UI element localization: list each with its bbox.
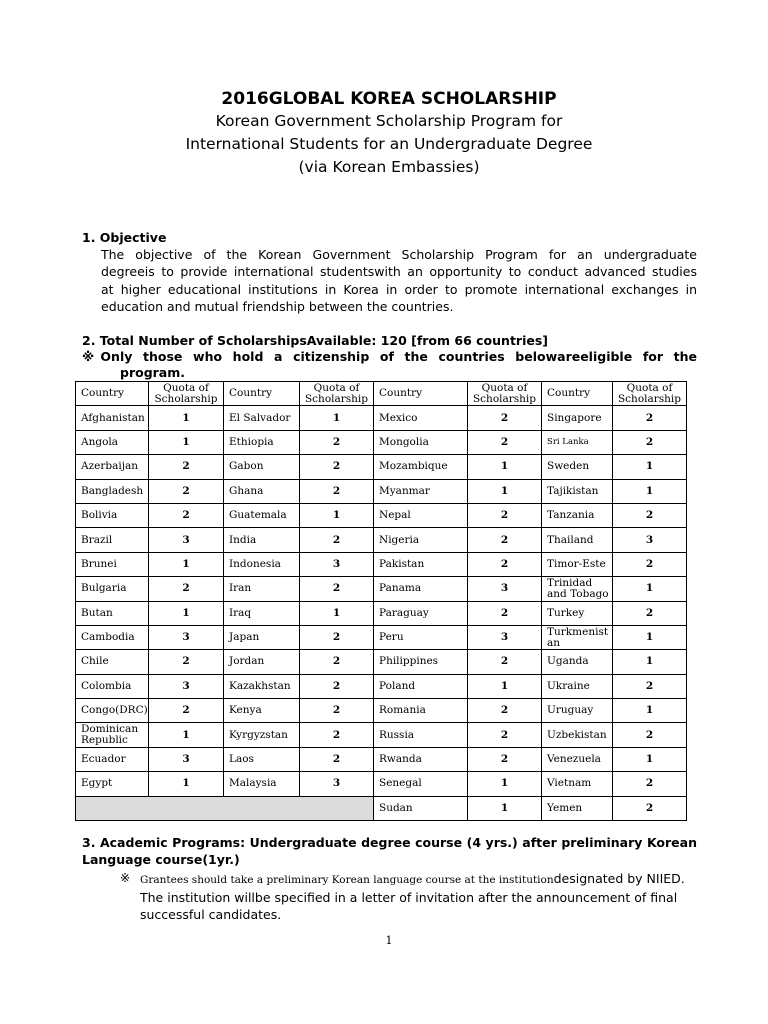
section-1-heading: 1. Objective	[82, 230, 167, 245]
country-cell: El Salvador	[224, 406, 300, 430]
quota-cell: 2	[300, 625, 374, 649]
table-row	[76, 650, 687, 674]
country-cell: Thailand	[542, 528, 613, 552]
quota-cell: 2	[149, 455, 224, 479]
header-quota: Quota of Scholarship	[300, 382, 374, 406]
eligibility-note-cont: program.	[120, 365, 186, 380]
quota-cell: 2	[468, 406, 542, 430]
quota-cell: 1	[613, 625, 687, 649]
table-row	[76, 577, 687, 601]
country-cell: Timor-Este	[542, 552, 613, 576]
header-country: Country	[76, 382, 149, 406]
country-cell: Ukraine	[542, 674, 613, 698]
quota-cell: 2	[300, 650, 374, 674]
country-cell: Russia	[374, 723, 468, 747]
country-cell: Sri Lanka	[542, 430, 613, 454]
country-cell: Romania	[374, 699, 468, 723]
quota-cell: 1	[149, 772, 224, 796]
country-cell: Vietnam	[542, 772, 613, 796]
table-row	[76, 455, 687, 479]
country-cell: Philippines	[374, 650, 468, 674]
country-cell: Jordan	[224, 650, 300, 674]
quota-cell: 2	[613, 406, 687, 430]
country-cell: Colombia	[76, 674, 149, 698]
quota-cell: 2	[300, 747, 374, 771]
country-cell: Ghana	[224, 479, 300, 503]
empty-shaded-cell	[76, 796, 374, 820]
bullet-part-1: Grantees should take a preliminary Korean language course at the institution	[140, 874, 554, 886]
header-quota: Quota of Scholarship	[468, 382, 542, 406]
country-cell: Kazakhstan	[224, 674, 300, 698]
country-cell: Angola	[76, 430, 149, 454]
quota-cell: 1	[613, 699, 687, 723]
country-cell: Ecuador	[76, 747, 149, 771]
quota-cell: 1	[613, 577, 687, 601]
quota-cell: 2	[468, 699, 542, 723]
quota-cell: 2	[468, 723, 542, 747]
quota-cell: 3	[468, 625, 542, 649]
subtitle-line-1: Korean Government Scholarship Program for	[215, 112, 563, 130]
country-cell: Egypt	[76, 772, 149, 796]
country-cell: Nigeria	[374, 528, 468, 552]
country-cell: Malaysia	[224, 772, 300, 796]
quota-cell: 1	[613, 455, 687, 479]
objective-line-4: education and mutual friendship between the countries.	[101, 298, 454, 314]
quota-cell: 2	[468, 503, 542, 527]
table-row	[76, 479, 687, 503]
quota-cell: 1	[149, 601, 224, 625]
quota-cell: 2	[300, 699, 374, 723]
country-cell: Uganda	[542, 650, 613, 674]
subtitle-line-2: International Students for an Undergraduate Degree	[185, 135, 593, 153]
country-cell: Venezuela	[542, 747, 613, 771]
section-2-heading: 2. Total Number of ScholarshipsAvailable: 120 [from 66 countries]	[82, 333, 548, 348]
quota-cell: 1	[149, 430, 224, 454]
quota-cell: 1	[300, 503, 374, 527]
quota-cell: 3	[613, 528, 687, 552]
table-row	[76, 772, 687, 796]
country-cell: Singapore	[542, 406, 613, 430]
quota-cell: 2	[468, 552, 542, 576]
quota-cell: 2	[613, 723, 687, 747]
scholarship-quota-table	[75, 381, 687, 821]
quota-cell: 2	[149, 503, 224, 527]
quota-cell: 2	[613, 430, 687, 454]
table-row	[76, 723, 687, 747]
quota-cell: 3	[149, 747, 224, 771]
objective-line-2: degreeis to provide international studentswith an opportunity to conduct advanced studies	[101, 264, 697, 280]
table-row	[76, 796, 687, 820]
country-cell: Iran	[224, 577, 300, 601]
quota-cell: 2	[300, 723, 374, 747]
quota-cell: 1	[149, 406, 224, 430]
country-cell: Laos	[224, 747, 300, 771]
reference-mark-icon: ※	[120, 871, 131, 885]
subtitle-line-3: (via Korean Embassies)	[298, 158, 480, 176]
quota-cell: 1	[613, 747, 687, 771]
quota-cell: 1	[468, 772, 542, 796]
country-cell: Panama	[374, 577, 468, 601]
quota-cell: 2	[300, 674, 374, 698]
country-cell: Myanmar	[374, 479, 468, 503]
table-body	[76, 406, 687, 821]
country-cell: Nepal	[374, 503, 468, 527]
eligibility-note: ※Only those who hold a citizenship of the countries belowareeligible for the	[82, 349, 697, 364]
page-number: 1	[385, 934, 393, 947]
quota-cell: 2	[613, 674, 687, 698]
country-cell: Dominican Republic	[76, 723, 149, 747]
objective-line-1: The objective of the Korean Government Scholarship Program for an undergraduate	[101, 247, 697, 262]
country-cell: Trinidad and Tobago	[542, 577, 613, 601]
country-cell: Rwanda	[374, 747, 468, 771]
country-cell: Congo(DRC)	[76, 699, 149, 723]
quota-cell: 3	[300, 772, 374, 796]
quota-cell: 2	[149, 650, 224, 674]
table-row	[76, 406, 687, 430]
quota-cell: 2	[468, 747, 542, 771]
header-quota: Quota of Scholarship	[149, 382, 224, 406]
country-cell: Peru	[374, 625, 468, 649]
table-row	[76, 503, 687, 527]
country-cell: Bangladesh	[76, 479, 149, 503]
country-cell: Uruguay	[542, 699, 613, 723]
quota-cell: 1	[468, 674, 542, 698]
table-row	[76, 625, 687, 649]
country-cell: Gabon	[224, 455, 300, 479]
table-row	[76, 699, 687, 723]
quota-cell: 1	[613, 650, 687, 674]
header-country: Country	[224, 382, 300, 406]
quota-cell: 2	[149, 479, 224, 503]
header-quota: Quota of Scholarship	[613, 382, 687, 406]
quota-cell: 2	[613, 552, 687, 576]
quota-cell: 3	[149, 625, 224, 649]
table-row	[76, 747, 687, 771]
table-header-row	[76, 382, 687, 406]
country-cell: Azerbaijan	[76, 455, 149, 479]
quota-cell: 2	[613, 796, 687, 820]
quota-cell: 1	[300, 406, 374, 430]
country-cell: Iraq	[224, 601, 300, 625]
quota-cell: 2	[300, 430, 374, 454]
table-row	[76, 528, 687, 552]
quota-cell: 1	[149, 552, 224, 576]
quota-cell: 2	[300, 455, 374, 479]
quota-cell: 2	[468, 430, 542, 454]
country-cell: Japan	[224, 625, 300, 649]
header-country: Country	[374, 382, 468, 406]
country-cell: Turkey	[542, 601, 613, 625]
country-cell: Kenya	[224, 699, 300, 723]
country-cell: Pakistan	[374, 552, 468, 576]
section-3-bullet	[140, 870, 700, 923]
quota-cell: 2	[468, 601, 542, 625]
country-cell: Ethiopia	[224, 430, 300, 454]
table-row	[76, 601, 687, 625]
quota-cell: 1	[468, 455, 542, 479]
quota-cell: 2	[468, 650, 542, 674]
quota-cell: 1	[468, 479, 542, 503]
quota-cell: 2	[613, 503, 687, 527]
quota-cell: 1	[149, 723, 224, 747]
country-cell: Brunei	[76, 552, 149, 576]
country-cell: Chile	[76, 650, 149, 674]
table-row	[76, 552, 687, 576]
country-cell: Mexico	[374, 406, 468, 430]
quota-cell: 3	[468, 577, 542, 601]
country-cell: Turkmenist an	[542, 625, 613, 649]
country-cell: Poland	[374, 674, 468, 698]
quota-cell: 2	[613, 772, 687, 796]
quota-cell: 3	[149, 674, 224, 698]
quota-cell: 2	[149, 699, 224, 723]
country-cell: Sudan	[374, 796, 468, 820]
quota-cell: 2	[613, 601, 687, 625]
country-cell: Indonesia	[224, 552, 300, 576]
quota-cell: 1	[300, 601, 374, 625]
table-row	[76, 430, 687, 454]
country-cell: Senegal	[374, 772, 468, 796]
quota-cell: 2	[468, 528, 542, 552]
quota-cell: 3	[149, 528, 224, 552]
country-cell: Mongolia	[374, 430, 468, 454]
header-country: Country	[542, 382, 613, 406]
country-cell: Butan	[76, 601, 149, 625]
document-title: 2016GLOBAL KOREA SCHOLARSHIP	[221, 89, 557, 109]
quota-cell: 2	[149, 577, 224, 601]
bullet-part-2: designated by NIIED. The institution willbe specified in a letter of invitation after the announcement of final successful candidates.	[140, 871, 685, 922]
country-cell: Sweden	[542, 455, 613, 479]
quota-cell: 2	[300, 528, 374, 552]
country-cell: Tajikistan	[542, 479, 613, 503]
quota-cell: 2	[300, 479, 374, 503]
country-cell: Mozambique	[374, 455, 468, 479]
section-1-paragraph	[101, 246, 697, 315]
country-cell: Yemen	[542, 796, 613, 820]
quota-cell: 1	[468, 796, 542, 820]
quota-cell: 3	[300, 552, 374, 576]
country-cell: Bulgaria	[76, 577, 149, 601]
country-cell: Uzbekistan	[542, 723, 613, 747]
table-row	[76, 674, 687, 698]
country-cell: India	[224, 528, 300, 552]
country-cell: Tanzania	[542, 503, 613, 527]
country-cell: Kyrgyzstan	[224, 723, 300, 747]
country-cell: Bolivia	[76, 503, 149, 527]
section-3-heading: 3. Academic Programs: Undergraduate degree course (4 yrs.) after preliminary Korean Language course(1yr.)	[82, 835, 697, 867]
quota-cell: 1	[613, 479, 687, 503]
title-block	[0, 88, 768, 179]
country-cell: Cambodia	[76, 625, 149, 649]
country-cell: Guatemala	[224, 503, 300, 527]
country-cell: Paraguay	[374, 601, 468, 625]
objective-line-3: at higher educational institutions in Korea in order to promote international exchanges in	[101, 281, 697, 297]
country-cell: Afghanistan	[76, 406, 149, 430]
country-cell: Brazil	[76, 528, 149, 552]
quota-cell: 2	[300, 577, 374, 601]
